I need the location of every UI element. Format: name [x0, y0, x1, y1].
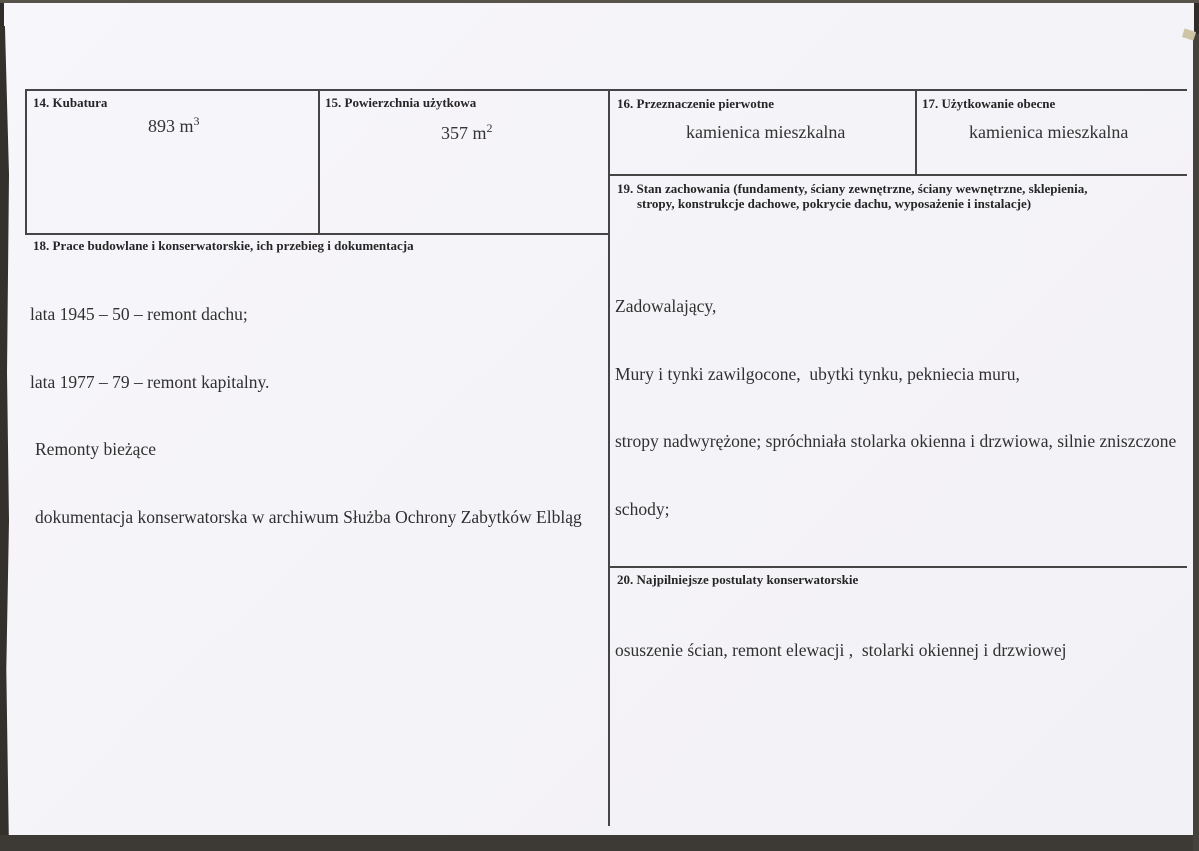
field-15-value — [441, 123, 493, 144]
field-15-label: 15. Powierzchnia użytkowa — [325, 95, 477, 110]
field-18-text-line: Remonty bieżące — [35, 439, 156, 459]
field-18-text — [30, 258, 590, 573]
field-18-text-line: dokumentacja konserwatorska w archiwum Służba Ochrony Zabytków Elbląg — [35, 506, 582, 527]
field-19-text-line: Mury i tynki zawilgocone, ubytki tynku, pekniecia muru, — [615, 363, 1020, 384]
table-line-above-20 — [608, 566, 1187, 568]
table-line-top — [25, 89, 1187, 91]
field-16-label: 16. Przeznaczenie pierwotne — [617, 96, 775, 111]
field-18-text-line: lata 1977 – 79 – remont kapitalny. — [30, 371, 270, 392]
scan-edge-right — [1193, 34, 1199, 851]
field-16-value: kamienica mieszkalna — [686, 122, 846, 142]
scan-edge-top — [0, 0, 1199, 3]
field-17-label: 17. Użytkowanie obecne — [922, 96, 1056, 111]
field-20-label: 20. Najpilniejsze postulaty konserwatorskie — [617, 572, 859, 587]
table-line-below-16-17 — [608, 174, 1187, 176]
table-line-left-14 — [25, 89, 27, 234]
field-19-label — [617, 181, 1182, 211]
table-line-between-16-17 — [915, 89, 917, 175]
field-20-text — [615, 594, 1185, 707]
field-14-value-superscript: 3 — [193, 114, 200, 128]
table-line-above-18 — [25, 233, 609, 235]
field-19-label-line1: 19. Stan zachowania (fundamenty, ściany zewnętrzne, ściany wewnętrzne, sklepienia, — [617, 181, 1088, 196]
field-18-label: 18. Prace budowlane i konserwatorskie, ich przebieg i dokumentacja — [33, 238, 414, 253]
field-19-text — [615, 250, 1190, 565]
field-14-value-base: 893 m — [148, 116, 194, 136]
table-line-between-14-15 — [318, 89, 320, 234]
scan-edge-bottom — [0, 835, 1199, 851]
field-19-text-line: stropy nadwyrężone; spróchniała stolarka okienna i drzwiowa, silnie zniszczone — [615, 431, 1177, 451]
field-20-text-line: osuszenie ścian, remont elewacji , stolarki okiennej i drzwiowej — [615, 640, 1067, 660]
field-15-value-superscript: 2 — [486, 121, 493, 135]
field-15-value-base: 357 m — [441, 123, 487, 143]
field-17-value: kamienica mieszkalna — [969, 122, 1129, 142]
field-14-label: 14. Kubatura — [33, 95, 108, 110]
field-18-text-line: lata 1945 – 50 – remont dachu; — [30, 304, 248, 324]
field-19-text-line: Zadowalający, — [615, 296, 717, 316]
field-19-text-line: schody; — [615, 498, 670, 519]
field-14-value — [148, 116, 200, 137]
field-19-label-line2: stropy, konstrukcje dachowe, pokrycie dachu, wyposażenie i instalacje) — [637, 196, 1032, 211]
table-line-center-divider — [608, 89, 610, 826]
